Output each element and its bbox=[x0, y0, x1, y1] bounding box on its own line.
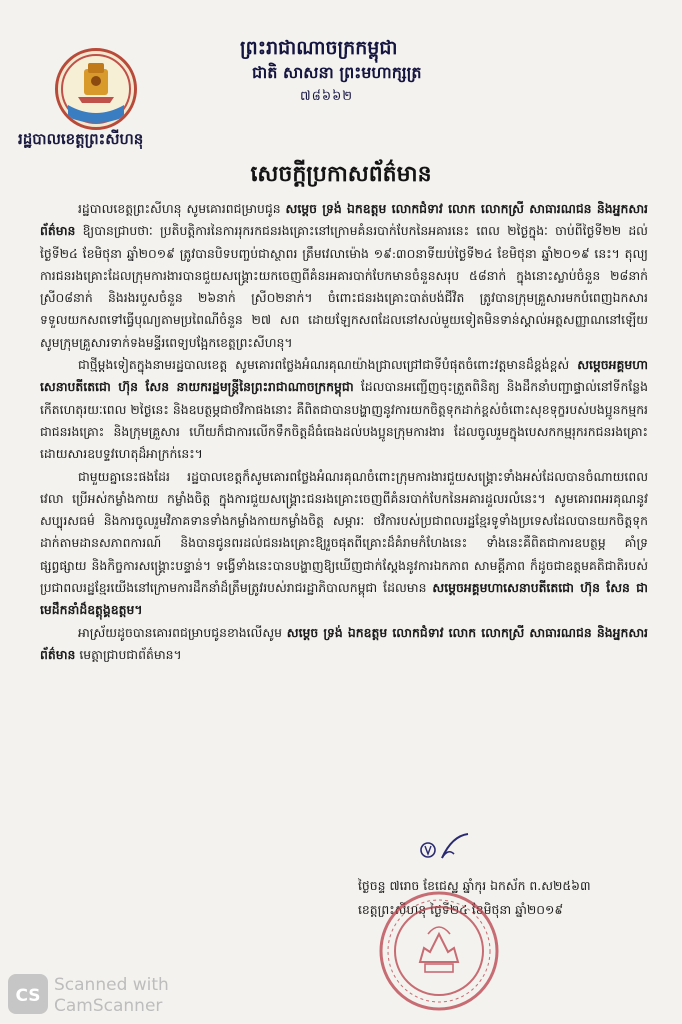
header-ornament: ៧៨៦៦២ bbox=[300, 89, 354, 104]
camscanner-logo bbox=[8, 974, 48, 1014]
paragraph-2-lead: ជាថ្មីម្តងទៀតក្នុងនាមរដ្ឋបាលខេត្ត សូមគោរពថ្លែងអំណរគុណយ៉ាងជ្រាលជ្រៅជាទីបំផុតចំពោះវត្តមានដ៏ខ្ពង់ខ្ពស់ bbox=[78, 357, 570, 373]
kingdom-heading: ព្រះរាជាណាចក្រកម្ពុជា bbox=[240, 37, 398, 59]
camscanner-icon bbox=[8, 974, 48, 1014]
paragraph-3-leader: សម្តេចអគ្គមហាសេនាបតីតេជោ ហ៊ុន សែន ជាមេដឹកនាំដ៏ឧត្តុង្គឧត្តម។ bbox=[40, 580, 648, 618]
solar-date-line: ខេត្តព្រះសីហនុ ថ្ងៃទី២៤ ខែមិថុនា ឆ្នាំ២០១៩ bbox=[358, 902, 564, 917]
paragraph-2-text: ដែលបានអញ្ជើញចុះត្រួតពិនិត្យ និងដឹកនាំបញ្ជាផ្ទាល់នៅទីកន្លែងកើតហេតុរយៈពេល ២ថ្ងៃនេះ និងឧបត្ថម្ភជាថវិកាផងនោះ គឺពិតជាបានបង្ហាញនូវការយកចិត្តទុកដាក់ខ្ពស់ចំពោះសុខទុក្ខរបស់បងប្អូនកម្មករជាជនរងគ្រោះ និងក្រុមគ្រួសារ ហើយក៏ជាការលើកទឹកចិត្តដ៏ធំធេងដល់បងប្អូនក្រុមការងារ ដែលចូលរួមក្នុងបេសកកម្មរុករកជនរងគ្រោះដោយសារឧបទ្ទវហេតុដ៏អាក្រក់នេះ។ bbox=[40, 379, 648, 462]
document-title: សេចក្តីប្រកាសព័ត៌មាន bbox=[250, 161, 432, 187]
provincial-emblem-logo bbox=[55, 48, 137, 130]
paragraph-4 bbox=[40, 622, 648, 667]
lunar-date-line: ថ្ងៃចន្ទ ៧រោច ខែជេស្ឋ ឆ្នាំកុរ ឯកស័ក ព.ស២៥៦៣ bbox=[358, 878, 591, 893]
paragraph-4-lead: អាស្រ័យដូចបានគោរពជម្រាបជូនខាងលើសូម bbox=[78, 624, 283, 640]
paragraph-3-text: ជាមួយគ្នានេះផងដែរ រដ្ឋបាលខេត្តក៏សូមគោរពថ្លែងអំណរគុណចំពោះក្រុមការងារជួយសង្គ្រោះទាំងអស់ដែលបានចំណាយពេលវេលា ប្រើអស់កម្លាំងកាយ កម្លាំងចិត្ត ក្នុងការជួយសង្គ្រោះជនរងគ្រោះចេញពីគំនរបាក់បែកនៃអគារដួលរលំនេះ។ សូមគោរពអរគុណនូវសប្បុរសធម៌ និងការចូលរួមវិភាគទានទាំងកម្លាំងកាយកម្លាំងចិត្ត សម្ភារៈ ថវិការបស់ប្រជាពលរដ្ឋខ្មែរទូទាំងប្រទេសដែលបានយកចិត្តទុកដាក់តាមដានសភាពការណ៍ និងបានជូនពរដល់ជនរងគ្រោះឱ្យរួចផុតពីគ្រោះដ៏គំរាមកំហែងនេះ ទាំងនេះគឺពិតជាការឧបត្ថម្ភ គាំទ្រ ផ្សព្វផ្សាយ និងកិច្ចការសង្គ្រោះបន្ទាន់។ ទង្វើទាំងនេះបានបង្ហាញឱ្យឃើញជាក់ស្តែងនូវការឯកភាព សាមគ្គីភាព ក៏ដូចជាឧត្តមគតិជាតិរបស់ប្រជាពលរដ្ឋខ្មែរយើងនៅក្រោមការដឹកនាំដ៏ត្រឹមត្រូវរបស់រាជរដ្ឋាភិបាលកម្ពុជា ដែលមាន bbox=[40, 468, 648, 596]
handwritten-initial-icon bbox=[418, 832, 474, 864]
watermark-line-1: Scanned with bbox=[54, 975, 169, 995]
emblem-icon bbox=[58, 51, 134, 127]
camscanner-watermark bbox=[54, 975, 169, 1017]
paragraph-2-prime-minister: សម្តេចអគ្គមហាសេនាបតីតេជោ ហ៊ុន សែន នាយករដ្ឋមន្ត្រីនៃព្រះរាជាណាចក្រកម្ពុជា bbox=[40, 357, 648, 395]
national-motto: ជាតិ សាសនា ព្រះមហាក្សត្រ bbox=[252, 63, 422, 82]
paragraph-3 bbox=[40, 466, 648, 622]
paragraph-4-text: មេត្តាជ្រាបជាព័ត៌មាន។ bbox=[79, 646, 182, 662]
watermark-line-2: CamScanner bbox=[54, 996, 163, 1016]
camscanner-badge-text: CS bbox=[15, 986, 41, 1006]
paragraph-1 bbox=[40, 198, 648, 354]
paragraph-1-addressees: សម្តេច ទ្រង់ ឯកឧត្តម លោកជំទាវ លោក លោកស្រី សាធារណជន និងអ្នកសារព័ត៌មាន bbox=[40, 201, 648, 239]
logo-caption: រដ្ឋបាលខេត្តព្រះសីហនុ bbox=[18, 130, 144, 148]
official-seal-stamp-icon bbox=[378, 890, 500, 1012]
paragraph-1-text: ឱ្យបានជ្រាបថាៈ ប្រតិបត្តិការនៃការរុករកជនរងគ្រោះនៅក្រោមគំនរបាក់បែកនៃអគារនេះ ពេល ២ថ្ងៃក្នុងៈ ចាប់ពីថ្ងៃទី២២ ដល់ថ្ងៃទី២៤ ខែមិថុនា ឆ្នាំ២០១៩ ត្រូវបានបិទបញ្ចប់ជាស្ថាពរ ត្រឹមវេលាម៉ោង ១៩:៣០នាទីយប់ថ្ងៃទី២៤ ខែមិថុនា ឆ្នាំ២០១៩ នេះ។ តុល្យការជនរងគ្រោះដែលក្រុមការងារបានជួយសង្គ្រោះយកចេញពីគំនរអគារបាក់បែកមានចំនួនសរុប ៥៨នាក់ ក្នុងនោះស្លាប់ចំនួន ២៨នាក់ ស្រី០៨នាក់ និងរងរបួសចំនួន ២៦នាក់ ស្រី០២នាក់។ ចំពោះជនរងគ្រោះបាត់បង់ជីវិត ត្រូវបានក្រុមគ្រួសារមកបំពេញឯកសារទទួលយកសពទៅធ្វើបុណ្យតាមប្រពៃណីចំនួន ២៧ សព ដោយឡែកសពដែលនៅសល់មួយទៀតមិនទាន់ស្គាល់អត្តសញ្ញាណនៅឡើយ សូមក្រុមគ្រួសារទាក់ទងមន្ទីរពេទ្យបង្អែកខេត្តព្រះសីហនុ។ bbox=[40, 223, 648, 350]
paragraph-1-lead: រដ្ឋបាលខេត្តព្រះសីហនុ សូមគោរពជម្រាបជូន bbox=[78, 201, 281, 216]
paragraph-2 bbox=[40, 354, 648, 465]
paragraph-4-addressees: សម្តេច ទ្រង់ ឯកឧត្តម លោកជំទាវ លោក លោកស្រី សាធារណជន និងអ្នកសារព័ត៌មាន bbox=[40, 624, 648, 662]
document-body bbox=[40, 198, 648, 666]
